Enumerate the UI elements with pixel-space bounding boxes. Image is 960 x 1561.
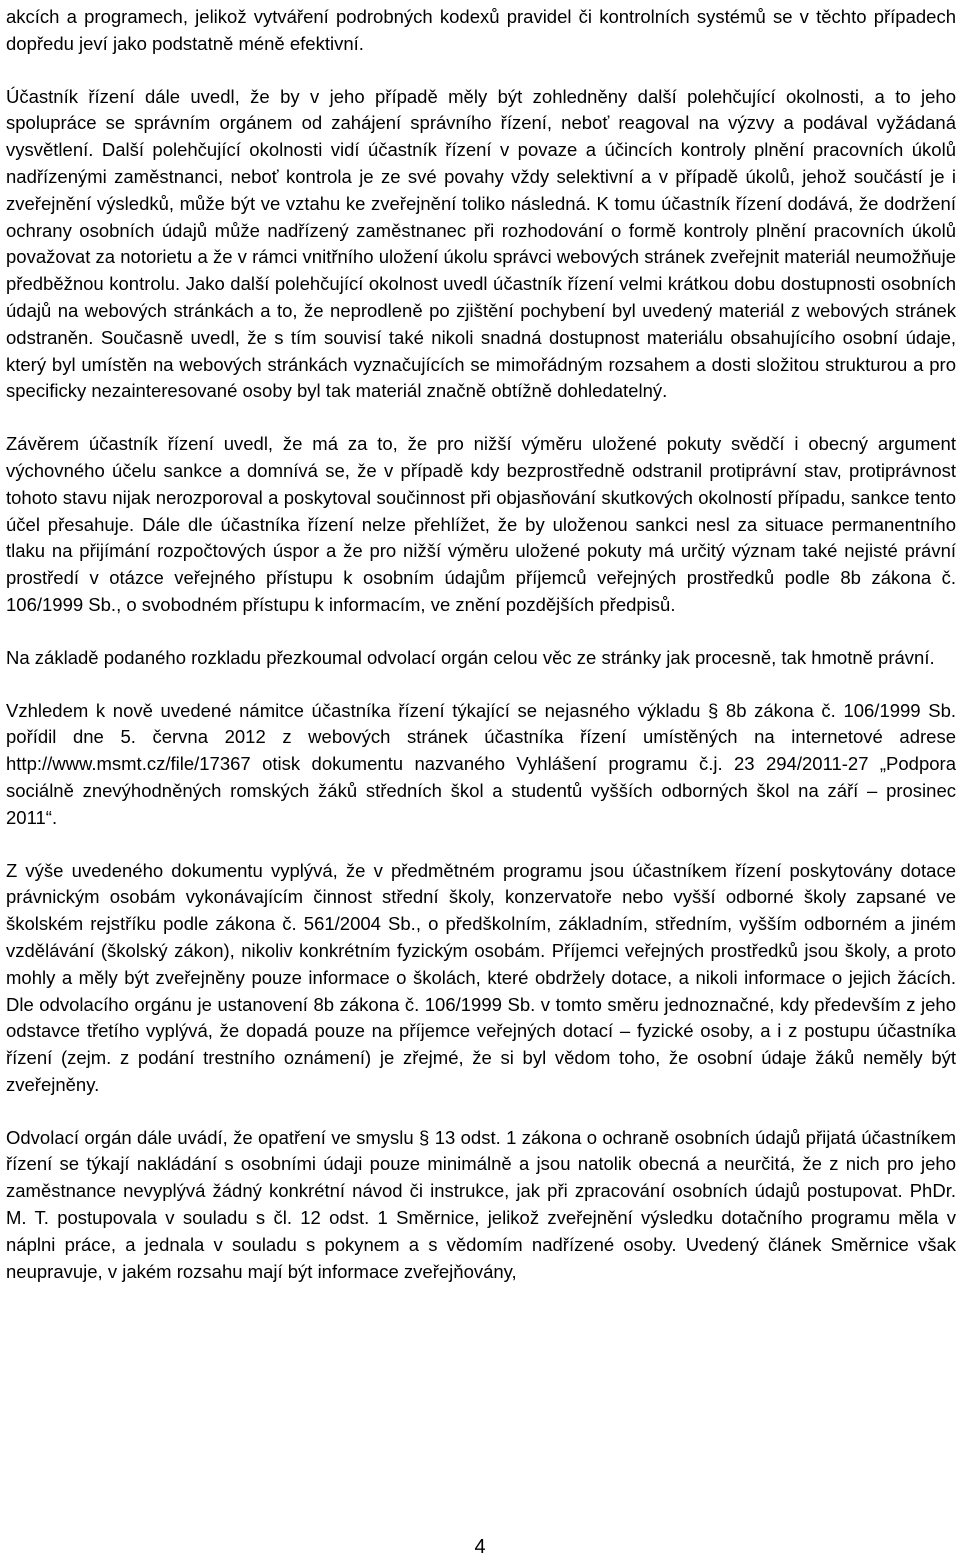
document-page [6, 4, 956, 1285]
paragraph-7: Odvolací orgán dále uvádí, že opatření ve smyslu § 13 odst. 1 zákona o ochraně osobních údajů přijatá účastníkem řízení se týkají nakládání s osobními údaji pouze minimálně a jsou natolik obecná a neurčitá, že z nich pro jeho zaměstnance nevyplývá žádný konkrétní návod či instrukce, jak při zpracování osobních údajů postupovat. PhDr. M. T. postupovala v souladu s čl. 12 odst. 1 Směrnice, jelikož zveřejnění výsledku dotačního programu měla v náplni práce, a jednala v souladu s pokynem a s vědomím nadřízené osoby. Uvedený článek Směrnice však neupravuje, v jakém rozsahu mají být informace zveřejňovány, [6, 1126, 956, 1282]
paragraph-3: Závěrem účastník řízení uvedl, že má za to, že pro nižší výměru uložené pokuty svědčí i obecný argument výchovného účelu sankce a domnívá se, že v případě kdy bezprostředně odstranil protiprávní stav, protiprávnost tohoto stavu nijak nerozporoval a poskytoval součinnost při objasňování skutkových okolností případu, sankce tento účel přesahuje. Dále dle účastníka řízení nelze přehlížet, že by uloženou sankci nesl za situace permanentního tlaku na přijímání rozpočtových úspor a že pro nižší výměru uložené pokuty má určitý význam také nejisté právní prostředí v otázce veřejného přístupu k osobním údajům příjemců veřejných prostředků podle 8b zákona č. 106/1999 Sb., o svobodném přístupu k informacím, ve znění pozdějších předpisů. [6, 433, 956, 615]
paragraph-5: Vzhledem k nově uvedené námitce účastníka řízení týkající se nejasného výkladu § 8b zákona č. 106/1999 Sb. pořídil dne 5. června 2012 z webových stránek účastníka řízení umístěných na internetové adrese http://www.msmt.cz/file/17367 otisk dokumentu nazvaného Vyhlášení programu č.j. 23 294/2011-27 „Podpora sociálně znevýhodněných romských žáků středních škol a studentů vyšších odborných škol na září – prosinec 2011“. [6, 699, 956, 828]
paragraph-4: Na základě podaného rozkladu přezkoumal odvolací orgán celou věc ze stránky jak procesně, tak hmotně právní. [6, 646, 935, 668]
paragraph-gap [6, 619, 956, 645]
paragraph-gap [6, 405, 956, 431]
paragraph-gap [6, 58, 956, 84]
paragraph-6: Z výše uvedeného dokumentu vyplývá, že v předmětném programu jsou účastníkem řízení poskytovány dotace právnickým osobám vykonávajícím činnost střední školy, konzervatoře nebo vyšší odborné školy zapsané ve školském rejstříku podle zákona č. 561/2004 Sb., o předškolním, základním, středním, vyšším odborném a jiném vzdělávání (školský zákon), nikoliv konkrétním fyzickým osobám. Příjemci veřejných prostředků jsou školy, a proto mohly a měly být zveřejněny pouze informace o školách, které obdržely dotace, a nikoli informace o jejich žácích. Dle odvolacího orgánu je ustanovení 8b zákona č. 106/1999 Sb. v tomto směru jednoznačné, kdy především z jeho odstavce třetího vyplývá, že dopadá pouze na příjemce veřejných dotací – fyzické osoby, a i z postupu účastníka řízení (zejm. z podání trestního oznámení) je zřejmé, že si byl vědom toho, že osobní údaje žáků neměly být zveřejněny. [6, 859, 956, 1095]
paragraph-2: Účastník řízení dále uvedl, že by v jeho případě měly být zohledněny další polehčující okolnosti, a to jeho spolupráce se správním orgánem od zahájení správního řízení, neboť reagoval na výzvy a podával vyžádaná vysvětlení. Další polehčující okolnosti vidí účastník řízení v povaze a účincích kontroly plnění pracovních úkolů nadřízenými zaměstnanci, neboť kontrola je ze své povahy vždy selektivní a v případě úkolů, jehož součástí je i zveřejnění výsledků, může být ve vztahu ke zveřejnění toliko následná. K tomu účastník řízení dodává, že dodržení ochrany osobních údajů může nadřízený zaměstnanec při rozhodování o formě kontroly plnění pracovních úkolů považovat za notorietu a že v rámci vnitřního uložení úkolu správci webových stránek zveřejnit materiál neumožňuje předběžnou kontrolu. Jako další polehčující okolnost uvedl účastník řízení velmi krátkou dobu dostupnosti osobních údajů na webových stránkách a to, že neprodleně po zjištění pochybení byl uvedený materiál z webových stránek odstraněn. Současně uvedl, že s tím souvisí také nikoli snadná dostupnost materiálu obsahujícího osobní údaje, který byl umístěn na webových stránkách vyznačujících se mimořádným rozsahem a dosti složitou strukturou a pro specificky nezainteresované osoby byl tak materiál značně obtížně dohledatelný. [6, 85, 956, 402]
paragraph-gap [6, 1099, 956, 1125]
page-number: 4 [474, 1536, 486, 1558]
paragraph-gap [6, 672, 956, 698]
paragraph-1: akcích a programech, jelikož vytváření podrobných kodexů pravidel či kontrolních systémů se v těchto případech dopředu jeví jako podstatně méně efektivní. [6, 6, 956, 54]
paragraph-gap [6, 832, 956, 858]
